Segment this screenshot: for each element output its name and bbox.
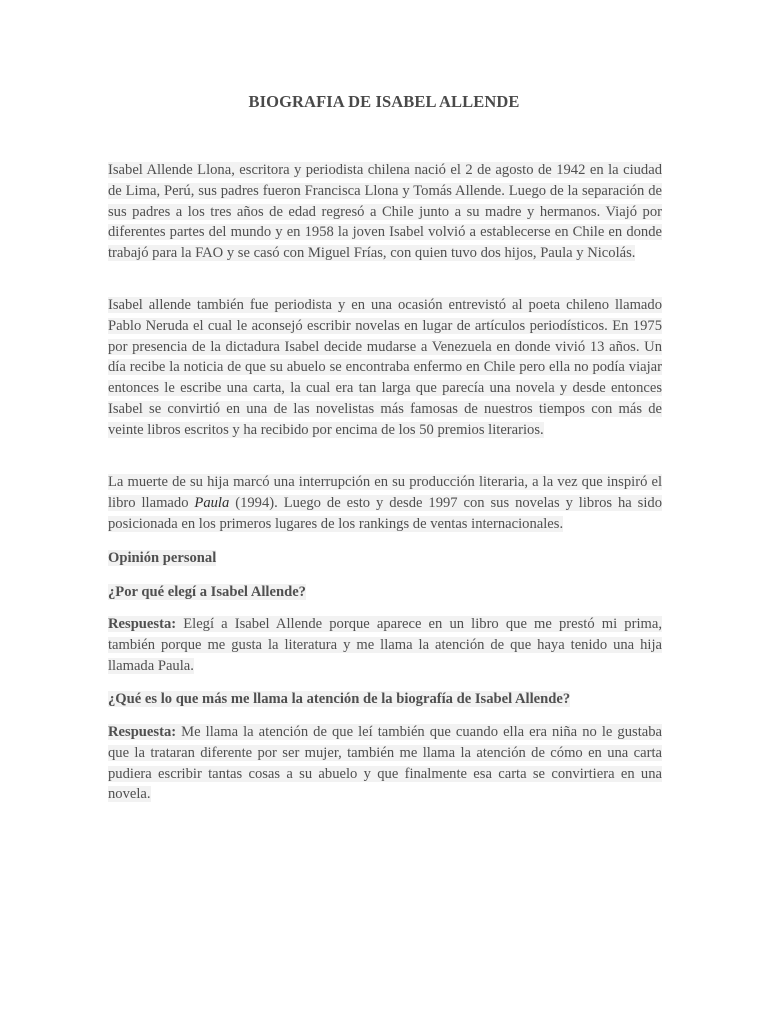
answer-1-label: Respuesta:	[108, 616, 177, 632]
opinion-heading-text: Opinión personal	[108, 550, 217, 566]
paragraph-career	[108, 295, 662, 441]
question-2-text: ¿Qué es lo que más me llama la atención de la biografía de Isabel Allende?	[108, 691, 571, 707]
document-title: BIOGRAFIA DE ISABEL ALLENDE	[248, 92, 520, 111]
answer-2-text: Me llama la atención de que leí también que cuando ella era niña no le gustaba que la trataran diferente por ser mujer, también me llama la atención de cómo en una carta pudiera escribir tantas cosas a su abuelo y que finalmente esa carta se convirtiera en una novela.	[108, 724, 662, 803]
answer-2-label: Respuesta:	[108, 724, 177, 740]
question-1-text: ¿Por qué elegí a Isabel Allende?	[108, 584, 306, 600]
paragraph-text: Isabel Allende Llona, escritora y periodista chilena nació el 2 de agosto de 1942 en la ciudad de Lima, Perú, sus padres fueron Francisca Llona y Tomás Allende. Luego de la separación de sus padres a los tres años de edad regresó a Chile junto a su madre y hermanos. Viajó por diferentes partes del mundo y en 1958 la joven Isabel volvió a establecerse en Chile en donde trabajó para la FAO y se casó con Miguel Frías, con quien tuvo dos hijos, Paula y Nicolás.	[108, 162, 662, 262]
paragraph-daughter	[108, 472, 662, 534]
opinion-heading	[108, 548, 662, 569]
paragraph-text-start: La muerte de su hija marcó una interrupción en su producción literaria, a la vez que inspiró el libro llamado	[108, 474, 662, 511]
book-title-paula: Paula	[194, 494, 230, 511]
answer-1-text: Elegí a Isabel Allende porque aparece en un libro que me prestó mi prima, también porque me gusta la literatura y me llama la atención de que haya tenido una hija llamada Paula.	[108, 616, 662, 674]
question-2	[108, 689, 662, 710]
paragraph-biography-intro	[108, 160, 662, 264]
answer-2	[108, 722, 662, 805]
paragraph-text-end: (1994). Luego de esto y desde 1997 con sus novelas y libros ha sido posicionada en los primeros lugares de los rankings de ventas internacionales.	[108, 494, 662, 532]
paragraph-text: Isabel allende también fue periodista y en una ocasión entrevistó al poeta chileno llamado Pablo Neruda el cual le aconsejó escribir novelas en lugar de artículos periodísticos. En 1975 por presencia de la dictadura Isabel decide mudarse a Venezuela en donde vivió 13 años. Un día recibe la noticia de que su abuelo se encontraba enfermo en Chile pero ella no podía viajar entonces le escribe una carta, la cual era tan larga que parecía una novela y desde entonces Isabel se convirtió en una de las novelistas más famosas de nuestros tiempos con más de veinte libros escritos y ha recibido por encima de los 50 premios literarios.	[108, 297, 662, 438]
answer-1	[108, 614, 662, 676]
question-1	[108, 582, 662, 603]
